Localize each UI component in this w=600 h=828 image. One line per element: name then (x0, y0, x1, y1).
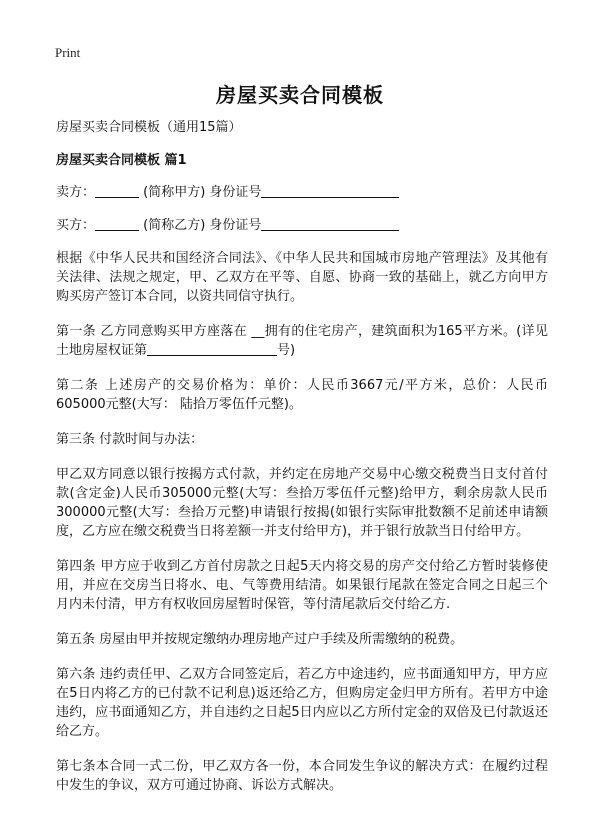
section-heading: 房屋买卖合同模板 篇1 (56, 153, 187, 168)
article-2: 第二条 上述房产的交易价格为：单价：人民币3667元/平方米，总价：人民币605000元整(大写： 陆拾万零伍仟元整)。 (56, 378, 548, 412)
print-link[interactable]: Print (55, 45, 81, 60)
article-7: 第七条本合同一式二份，甲乙双方各一份，本合同发生争议的解决方式：在履约过程中发生的争议，双方可通过协商、诉讼方式解决。 (56, 759, 548, 793)
article-1 (56, 322, 548, 360)
seller-name-blank (95, 184, 139, 198)
article-5: 第五条 房屋由甲并按规定缴纳办理房地产过户手续及所需缴纳的税费。 (56, 632, 464, 647)
buyer-label: 买方： (56, 218, 96, 233)
article-4: 第四条 甲方应于收到乙方首付房款之日起5天内将交易的房产交付给乙方暂时装修使用，并应在交房当日将水、电、气等费用结清。如果银行尾款在签定合同之日起三个月内未付清，甲方有权收回房屋暂时保管，等付清尾款后交付给乙方. (56, 559, 548, 612)
article-6: 第六条 违约责任甲、乙双方合同签定后，若乙方中途违约，应书面通知甲方，甲方应在5日内将乙方的已付款不记利息)返还给乙方，但购房定金归甲方所有。若甲方中途违约，应书面通知乙方，并自违约之日起5日内应以乙方所付定金的双倍及已付款返还给乙方。 (56, 667, 548, 739)
buyer-line (56, 216, 548, 235)
page-title: 房屋买卖合同模板 (216, 83, 384, 107)
seller-id-blank (261, 184, 399, 198)
seller-line (56, 183, 548, 202)
document-body (56, 118, 548, 811)
article-3-detail: 甲乙双方同意以银行按揭方式付款，并约定在房地产交易中心缴交税费当日支付首付款(含定金)人民币305000元整(大写：叁拾万零伍仟元整)给甲方，剩余房款人民币300000元整(大写：叁拾万元整)申请银行按揭(如银行实际审批数额不足前述申请额度，乙方应在缴交税费当日将差额一并支付给甲方)，并于银行放款当日付给甲方。 (56, 467, 548, 539)
certificate-number-blank (147, 342, 277, 356)
article-3: 第三条 付款时间与办法： (56, 432, 204, 447)
buyer-abbr: (简称乙方) 身份证号 (143, 218, 262, 233)
article-1-text: 第一条 乙方同意购买甲方座落在 __拥有的住宅房产，建筑面积为165平方米。(详见土地房屋权证第 (56, 324, 548, 358)
article-1-end: 号) (277, 343, 296, 358)
buyer-id-blank (261, 217, 399, 231)
seller-label: 卖方： (56, 185, 96, 200)
document-subtitle: 房屋买卖合同模板（通用15篇） (56, 120, 242, 135)
intro-paragraph: 根据《中华人民共和国经济合同法》、《中华人民共和国城市房地产管理法》及其他有关法律、法规之规定，甲、乙双方在平等、自愿、协商一致的基础上，就乙方向甲方购买房产签订本合同，以资共同信守执行。 (56, 251, 548, 304)
buyer-name-blank (95, 217, 139, 231)
seller-abbr: (简称甲方) 身份证号 (143, 185, 262, 200)
